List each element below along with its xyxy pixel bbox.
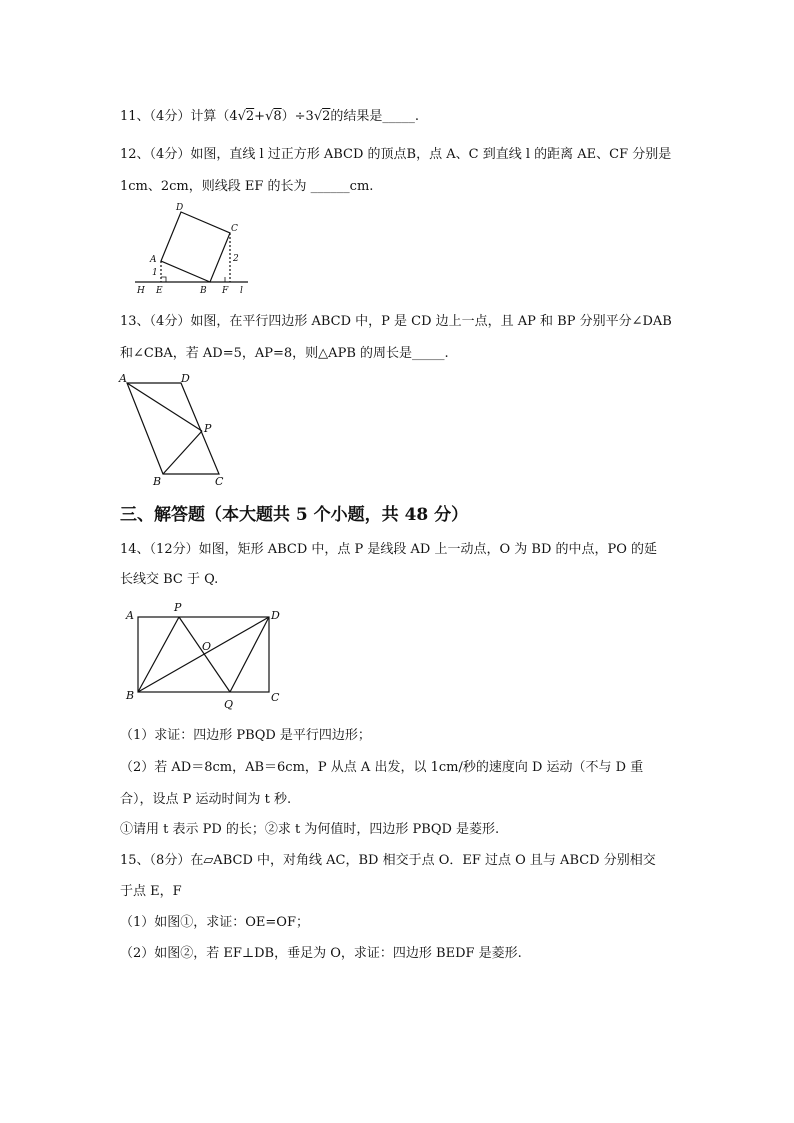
label-1: 1 <box>152 268 158 278</box>
question-11 <box>120 108 419 126</box>
q15-line-2: 于点 E，F <box>120 884 182 899</box>
square-ABCD <box>161 212 230 282</box>
label-D: D <box>271 609 280 622</box>
right-angle-E <box>161 277 166 282</box>
q15-part-2: （2）如图②，若 EF⊥DB，垂足为 O，求证：四边形 BEDF 是菱形. <box>120 946 522 961</box>
q12-line-2: 1cm、2cm，则线段 EF 的长为 ______cm. <box>120 179 374 194</box>
q14-figure <box>120 598 290 716</box>
label-A: A <box>119 372 127 385</box>
section-heading: 三、解答题（本大题共 5 个小题，共 48 分） <box>120 505 469 525</box>
label-B: B <box>200 286 207 296</box>
label-P: P <box>174 601 182 614</box>
sqrt-symbol: √ <box>237 109 246 124</box>
label-O: O <box>202 640 212 653</box>
label-Q: Q <box>224 698 234 711</box>
label-C: C <box>271 691 280 704</box>
q14-line-2: 长线交 BC 于 Q. <box>120 572 219 587</box>
label-A: A <box>150 255 157 265</box>
label-C: C <box>231 224 238 234</box>
label-E: E <box>156 286 163 296</box>
label-F: F <box>222 286 229 296</box>
label-P: P <box>204 422 212 435</box>
q12-figure <box>130 200 255 298</box>
q11-mid: ）÷3 <box>281 109 314 124</box>
q14-part-2c: ①请用 t 表示 PD 的长；②求 t 为何值时，四边形 PBQD 是菱形. <box>120 822 500 837</box>
q11-radicand-1: 2 <box>245 109 255 124</box>
q14-part-2b: 合），设点 P 运动时间为 t 秒. <box>120 792 292 807</box>
sqrt-symbol: √ <box>313 109 323 124</box>
q13-figure <box>115 368 235 490</box>
label-l: l <box>240 286 243 296</box>
q13-line-1: 13、（4分）如图，在平行四边形 ABCD 中，P 是 CD 边上一点，且 AP 和 BP 分别平分∠DAB <box>120 314 672 329</box>
sqrt-symbol: √ <box>265 109 274 124</box>
segment-BP <box>163 431 202 474</box>
label-D: D <box>176 203 184 213</box>
label-C: C <box>215 475 224 488</box>
q11-radicand-3: 2 <box>322 109 331 124</box>
q12-line-1: 12、（4分）如图，直线 l 过正方形 ABCD 的顶点B，点 A、C 到直线 l 的距离 AE、CF 分别是 <box>120 147 672 162</box>
q11-prefix: 11、（4分）计算（4 <box>120 109 238 124</box>
q14-part-2a: （2）若 AD＝8cm，AB＝6cm，P 从点 A 出发，以 1cm/秒的速度向 D 运动（不与 D 重 <box>120 760 644 775</box>
q11-suffix: 的结果是_____. <box>330 109 420 124</box>
label-2: 2 <box>233 254 239 264</box>
q15-part-1: （1）如图①，求证：OE=OF； <box>120 915 309 930</box>
label-H: H <box>137 286 145 296</box>
q15-line-1: 15、（8分）在▱ABCD 中，对角线 AC，BD 相交于点 O．EF 过点 O 且与 ABCD 分别相交 <box>120 853 656 868</box>
q11-radicand-2: 8 <box>273 109 282 124</box>
label-B: B <box>153 475 162 488</box>
q13-line-2: 和∠CBA，若 AD=5，AP=8，则△APB 的周长是_____. <box>120 346 449 361</box>
q14-line-1: 14、（12分）如图，矩形 ABCD 中，点 P 是线段 AD 上一动点，O 为 BD 的中点，PO 的延 <box>120 542 658 557</box>
q11-plus: + <box>254 109 266 124</box>
label-D: D <box>181 372 190 385</box>
label-A: A <box>126 609 134 622</box>
q14-part-1: （1）求证：四边形 PBQD 是平行四边形； <box>120 728 371 743</box>
label-B: B <box>126 689 135 702</box>
segment-PQ <box>179 617 230 692</box>
